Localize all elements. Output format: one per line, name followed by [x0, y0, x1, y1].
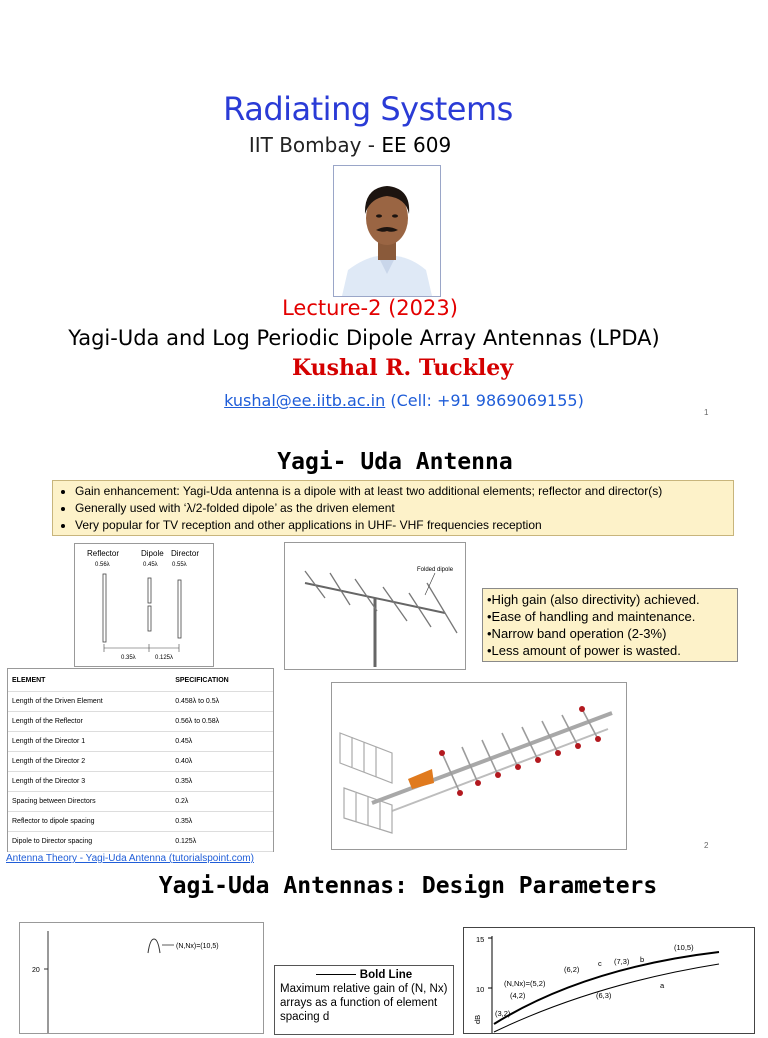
table-cell: Length of the Director 3 [8, 772, 171, 792]
table-cell: 0.125λ [171, 832, 273, 852]
reflector-label: Reflector [87, 549, 120, 558]
source-link[interactable]: Antenna Theory - Yagi-Uda Antenna (tutorialspoint.com) [6, 853, 254, 864]
spacing-1: 0.35λ [121, 655, 136, 661]
table-cell: 0.45λ [171, 732, 273, 752]
table-row [8, 752, 273, 772]
page-number: 1 [704, 408, 709, 417]
table-cell: Reflector to dipole spacing [8, 812, 171, 832]
y-tick: 20 [32, 967, 40, 974]
table-header-row [8, 669, 273, 692]
author-photo [333, 165, 441, 297]
table-cell: 0.56λ to 0.58λ [171, 712, 273, 732]
slide2-title: Yagi- Uda Antenna [277, 449, 513, 475]
table-row [8, 832, 273, 852]
table-cell: Length of the Director 1 [8, 732, 171, 752]
author-name: Kushal R. Tuckley [291, 355, 513, 381]
feature-item: •Less amount of power is wasted. [487, 643, 681, 658]
bullet-item: • Gain enhancement: Yagi-Uda antenna is a dipole with at least two additional elements; reflector and director(s) [75, 483, 727, 500]
dipole-label: Dipole [141, 549, 164, 558]
specification-table [7, 668, 274, 852]
bold-line-heading: Bold Line [280, 968, 448, 982]
bullet-item: • Generally used with ‘λ/2-folded dipole’ as the driven element [75, 500, 727, 517]
curve-label: (N,Nx)=(5,2) [504, 979, 546, 988]
folded-dipole-drawing [284, 542, 466, 670]
lecture-number: Lecture-2 (2023) [282, 296, 458, 320]
feature-item: •Narrow band operation (2-3%) [487, 626, 667, 641]
element-layout-diagram [74, 543, 214, 667]
director-label: Director [171, 549, 200, 558]
slide1-title: Radiating Systems [223, 90, 513, 128]
table-row [8, 732, 273, 752]
curve-label: (3,2) [495, 1009, 511, 1018]
table-cell: Dipole to Director spacing [8, 832, 171, 852]
curve-label: (4,2) [510, 991, 526, 1000]
gain-graph-left [19, 922, 264, 1034]
slide3-title: Yagi-Uda Antennas: Design Parameters [158, 873, 658, 899]
spacing-2: 0.125λ [155, 655, 174, 661]
table-cell: 0.458λ to 0.5λ [171, 692, 273, 712]
course-code: EE 609 [381, 133, 452, 157]
table-cell: 0.35λ [171, 772, 273, 792]
feature-item: •High gain (also directivity) achieved. [487, 592, 700, 607]
table-cell: 0.2λ [171, 792, 273, 812]
features-box [482, 588, 738, 662]
dipole-length: 0.45λ [143, 562, 158, 568]
y-tick-10: 10 [476, 985, 485, 994]
institute: IIT Bombay - [248, 133, 382, 157]
reflector-length: 0.56λ [95, 562, 110, 568]
curve-label: c [598, 959, 602, 968]
table-cell: Spacing between Directors [8, 792, 171, 812]
table-cell: 0.40λ [171, 752, 273, 772]
slide1-subtitle [0, 133, 700, 157]
table-row [8, 812, 273, 832]
table-row [8, 712, 273, 732]
gain-graph-right [463, 927, 755, 1034]
curve-label: (6,3) [596, 991, 612, 1000]
curve-label: (7,3) [614, 957, 630, 966]
contact-line [0, 391, 768, 410]
lecture-topic: Yagi-Uda and Log Periodic Dipole Array Antennas (LPDA) [68, 326, 660, 350]
email-link[interactable]: kushal@ee.iitb.ac.in [224, 391, 386, 410]
table-cell: Length of the Reflector [8, 712, 171, 732]
table-cell: 0.35λ [171, 812, 273, 832]
director-length: 0.55λ [172, 562, 187, 568]
bold-line-legend [274, 965, 454, 1035]
y-axis-label: dB [473, 1014, 482, 1024]
curve-label: (6,2) [564, 965, 580, 974]
feature-item: •Ease of handling and maintenance. [487, 609, 696, 624]
yagi-antenna-photo [331, 682, 627, 850]
y-tick-15: 15 [476, 935, 485, 944]
curve-label: b [640, 955, 645, 964]
intro-bullets [52, 480, 734, 536]
graph-legend: (N,Nx)=(10,5) [176, 943, 219, 950]
curve-label: a [660, 981, 665, 990]
page-number: 2 [704, 841, 709, 850]
table-row [8, 692, 273, 712]
cell-number: (Cell: +91 9869069155) [385, 391, 584, 410]
folded-dipole-label: Folded dipole [417, 567, 454, 573]
curve-label: (10,5) [674, 943, 694, 952]
bold-line-text: Maximum relative gain of (N, Nx) arrays as a function of element spacing d [280, 983, 448, 1023]
table-cell: Length of the Driven Element [8, 692, 171, 712]
table-cell: Length of the Director 2 [8, 752, 171, 772]
column-header: ELEMENT [8, 669, 171, 692]
table-row [8, 772, 273, 792]
column-header: SPECIFICATION [171, 669, 273, 692]
bullet-item: • Very popular for TV reception and other applications in UHF- VHF frequencies reception [75, 517, 727, 534]
table-row [8, 792, 273, 812]
